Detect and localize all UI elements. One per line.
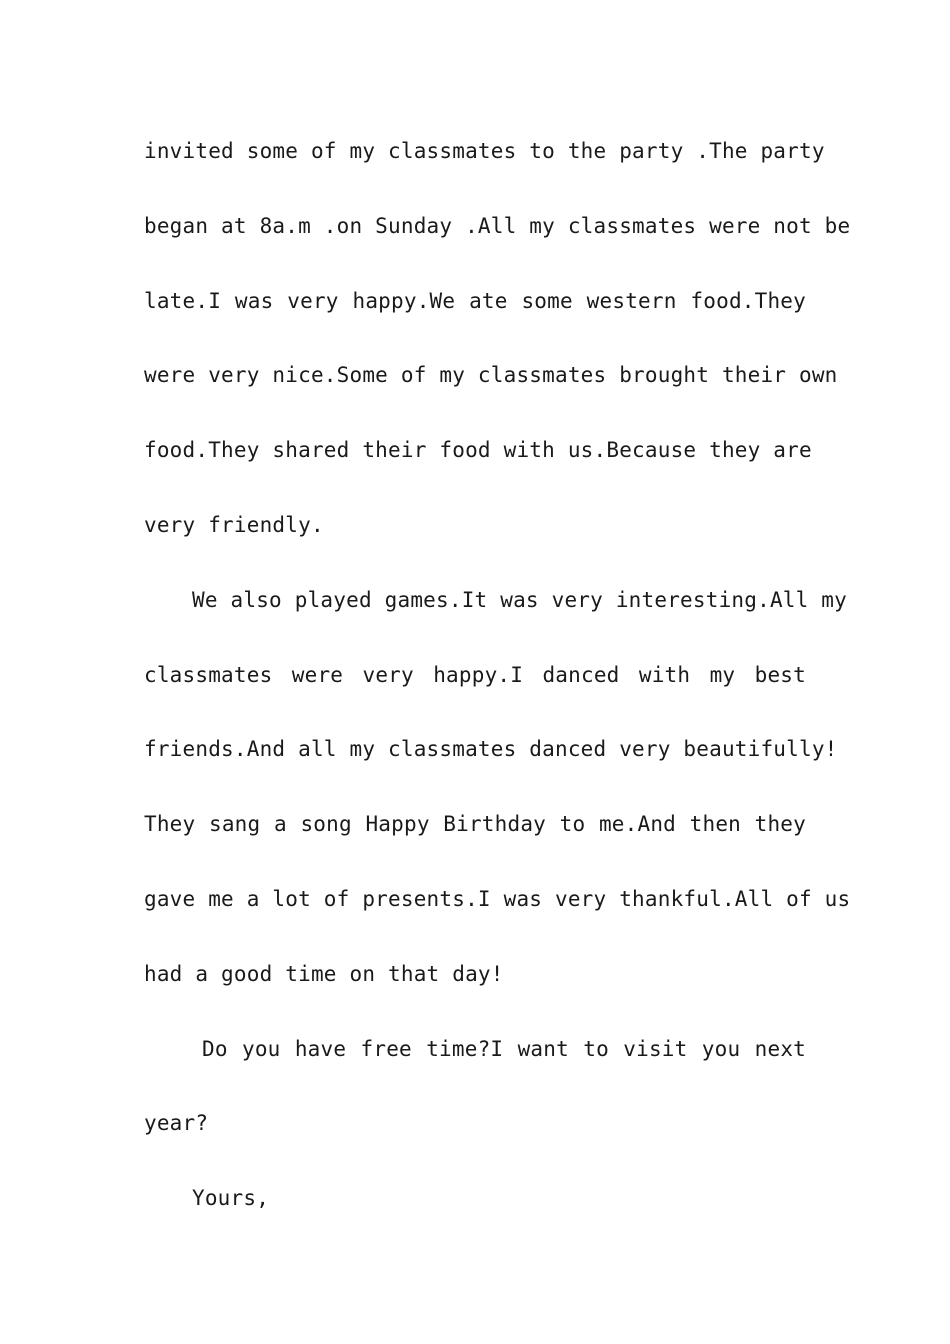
letter-body [144,126,851,1248]
text-line: Do you have free time?I want to visit you next [202,1036,806,1061]
closing-line: Yours, [192,1186,270,1211]
text-line: classmates were very happy.I danced with my best [144,662,806,687]
text-line: had a good time on that day! [144,961,504,986]
text-line: friends.And all my classmates danced very beautifully! [144,737,838,762]
text-line: They sang a song Happy Birthday to me.And then they [144,812,806,837]
paragraph [144,575,851,1024]
paragraph [144,126,851,575]
closing [144,1173,806,1248]
text-line: gave me a lot of presents.I was very thankful.All of us [144,886,851,911]
text-line: were very nice.Some of my classmates brought their own [144,363,838,388]
text-line: late.I was very happy.We ate some western food.They [144,288,806,313]
text-line: We also played games.It was very interesting.All my [192,587,847,612]
text-line: very friendly. [144,512,324,537]
text-line: began at 8a.m .on Sunday .All my classmates were not be [144,213,851,238]
paragraph [144,1024,806,1174]
text-line: invited some of my classmates to the party .The party [144,139,825,163]
text-line: food.They shared their food with us.Because they are [144,438,812,463]
text-line: year? [144,1111,209,1136]
